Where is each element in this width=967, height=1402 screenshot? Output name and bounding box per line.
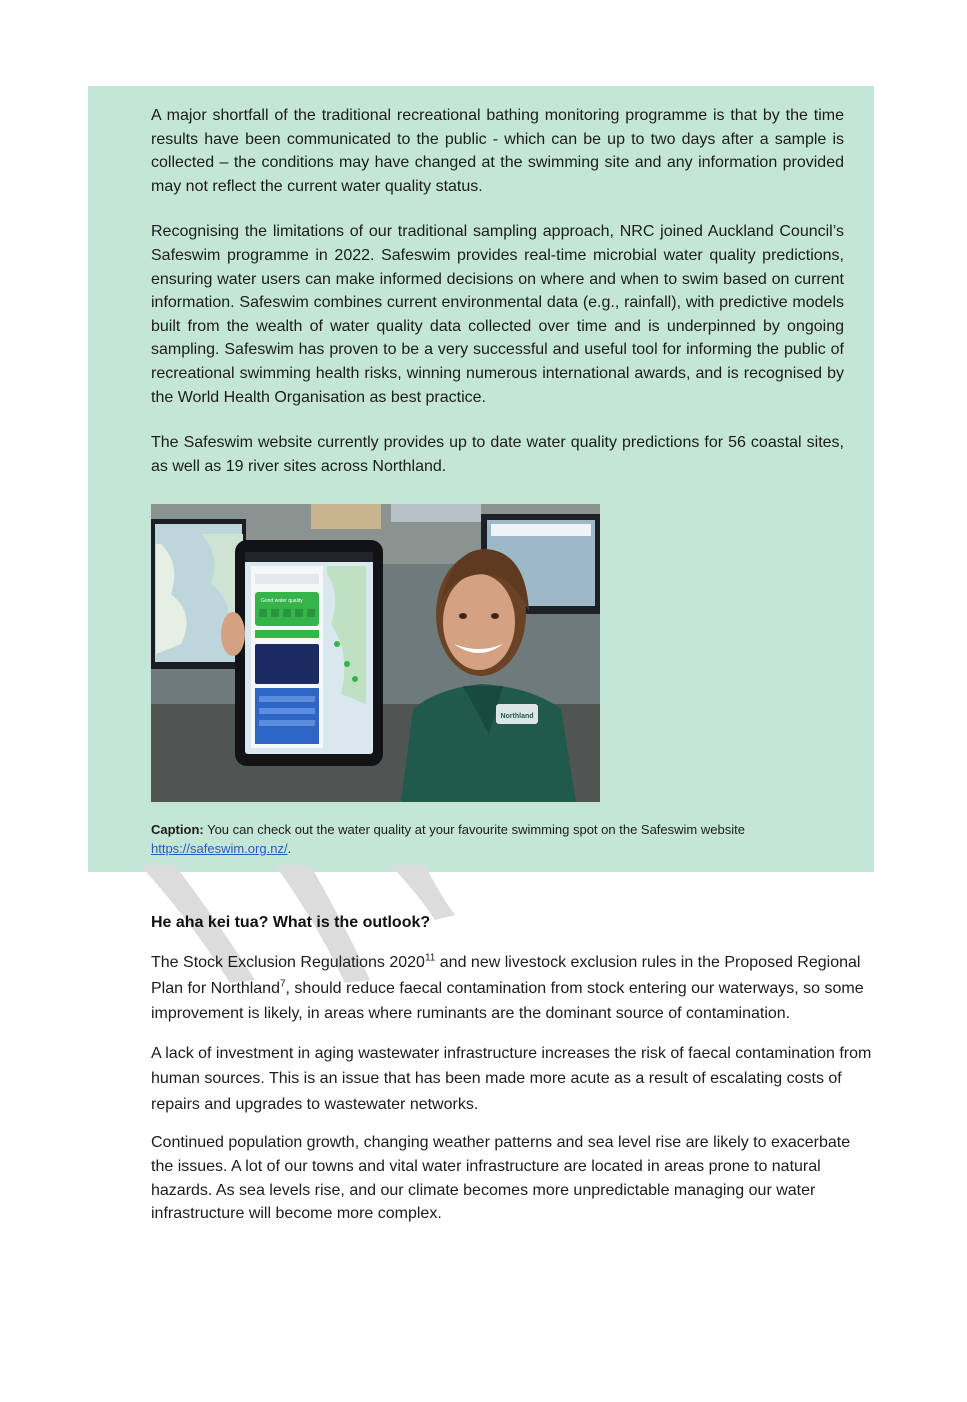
outlook-section xyxy=(151,912,876,1240)
caption-end: . xyxy=(287,841,292,856)
outlook-p1-part-b: and new livestock exclusion rules in the Proposed Regional Plan for Northland xyxy=(151,954,861,997)
outlook-paragraph-3: Continued population growth, changing weather patterns and sea level rise are likely to exacerbate the issues. A lot of our towns and vital water infrastructure are located in areas prone to natural hazards. As sea levels rise, and our climate becomes more unpredictable managing our water infrastructure will become more complex. xyxy=(151,1134,851,1223)
callout-paragraph-2: Recognising the limitations of our traditional sampling approach, NRC joined Auckland Council’s Safeswim programme in 2022. Safeswim provides real-time microbial water quality predictions, ensuring water users can make informed decisions on where and when to swim based on current information. Safeswim combines current environmental data (e.g., rainfall), with predictive models built from the wealth of water quality data collected over time and is underpinned by ongoing sampling. Safeswim has proven to be a very successful and useful tool for informing the public of recreational swimming health risks, winning numerous international awards, and is recognised by the World Health Organisation as best practice. xyxy=(151,223,844,406)
shirt-badge-label: Northland xyxy=(500,713,534,720)
safeswim-link[interactable]: https://safeswim.org.nz/ xyxy=(151,841,288,856)
footnote-ref-7[interactable]: 7 xyxy=(279,978,286,990)
outlook-paragraph-2: A lack of investment in aging wastewater infrastructure increases the risk of faecal contamination from human sources. This is an issue that has been made more acute as a result of escalating costs of repairs and upgrades to wastewater networks. xyxy=(151,1044,872,1113)
outlook-heading: He aha kei tua? What is the outlook? xyxy=(151,914,431,931)
safeswim-photo xyxy=(151,504,600,802)
safeswim-callout-box xyxy=(88,86,874,872)
callout-paragraph-3: The Safeswim website currently provides up to date water quality predictions for 56 coastal sites, as well as 19 river sites across Northland. xyxy=(151,434,844,475)
callout-paragraph-1: A major shortfall of the traditional recreational bathing monitoring programme is that by the time results have been communicated to the public - which can be up to two days after a sample is collected – the conditions may have changed at the swimming site and any information provided may not reflect the current water quality status. xyxy=(151,107,844,195)
footnote-ref-11[interactable]: 11 xyxy=(424,952,436,964)
caption-label: Caption: xyxy=(151,822,204,837)
outlook-p1-part-a: The Stock Exclusion Regulations 2020 xyxy=(151,954,425,971)
photo-caption xyxy=(151,820,851,858)
callout-text xyxy=(151,104,844,478)
outlook-paragraph-1 xyxy=(151,950,876,1027)
caption-text: You can check out the water quality at your favourite swimming spot on the Safeswim website xyxy=(203,822,745,837)
outlook-p1-part-c: , should reduce faecal contamination from stock entering our waterways, so some improvement is likely, in areas where ruminants are the dominant source of contamination. xyxy=(151,979,864,1022)
phone-status-text: Good water quality xyxy=(261,598,303,604)
